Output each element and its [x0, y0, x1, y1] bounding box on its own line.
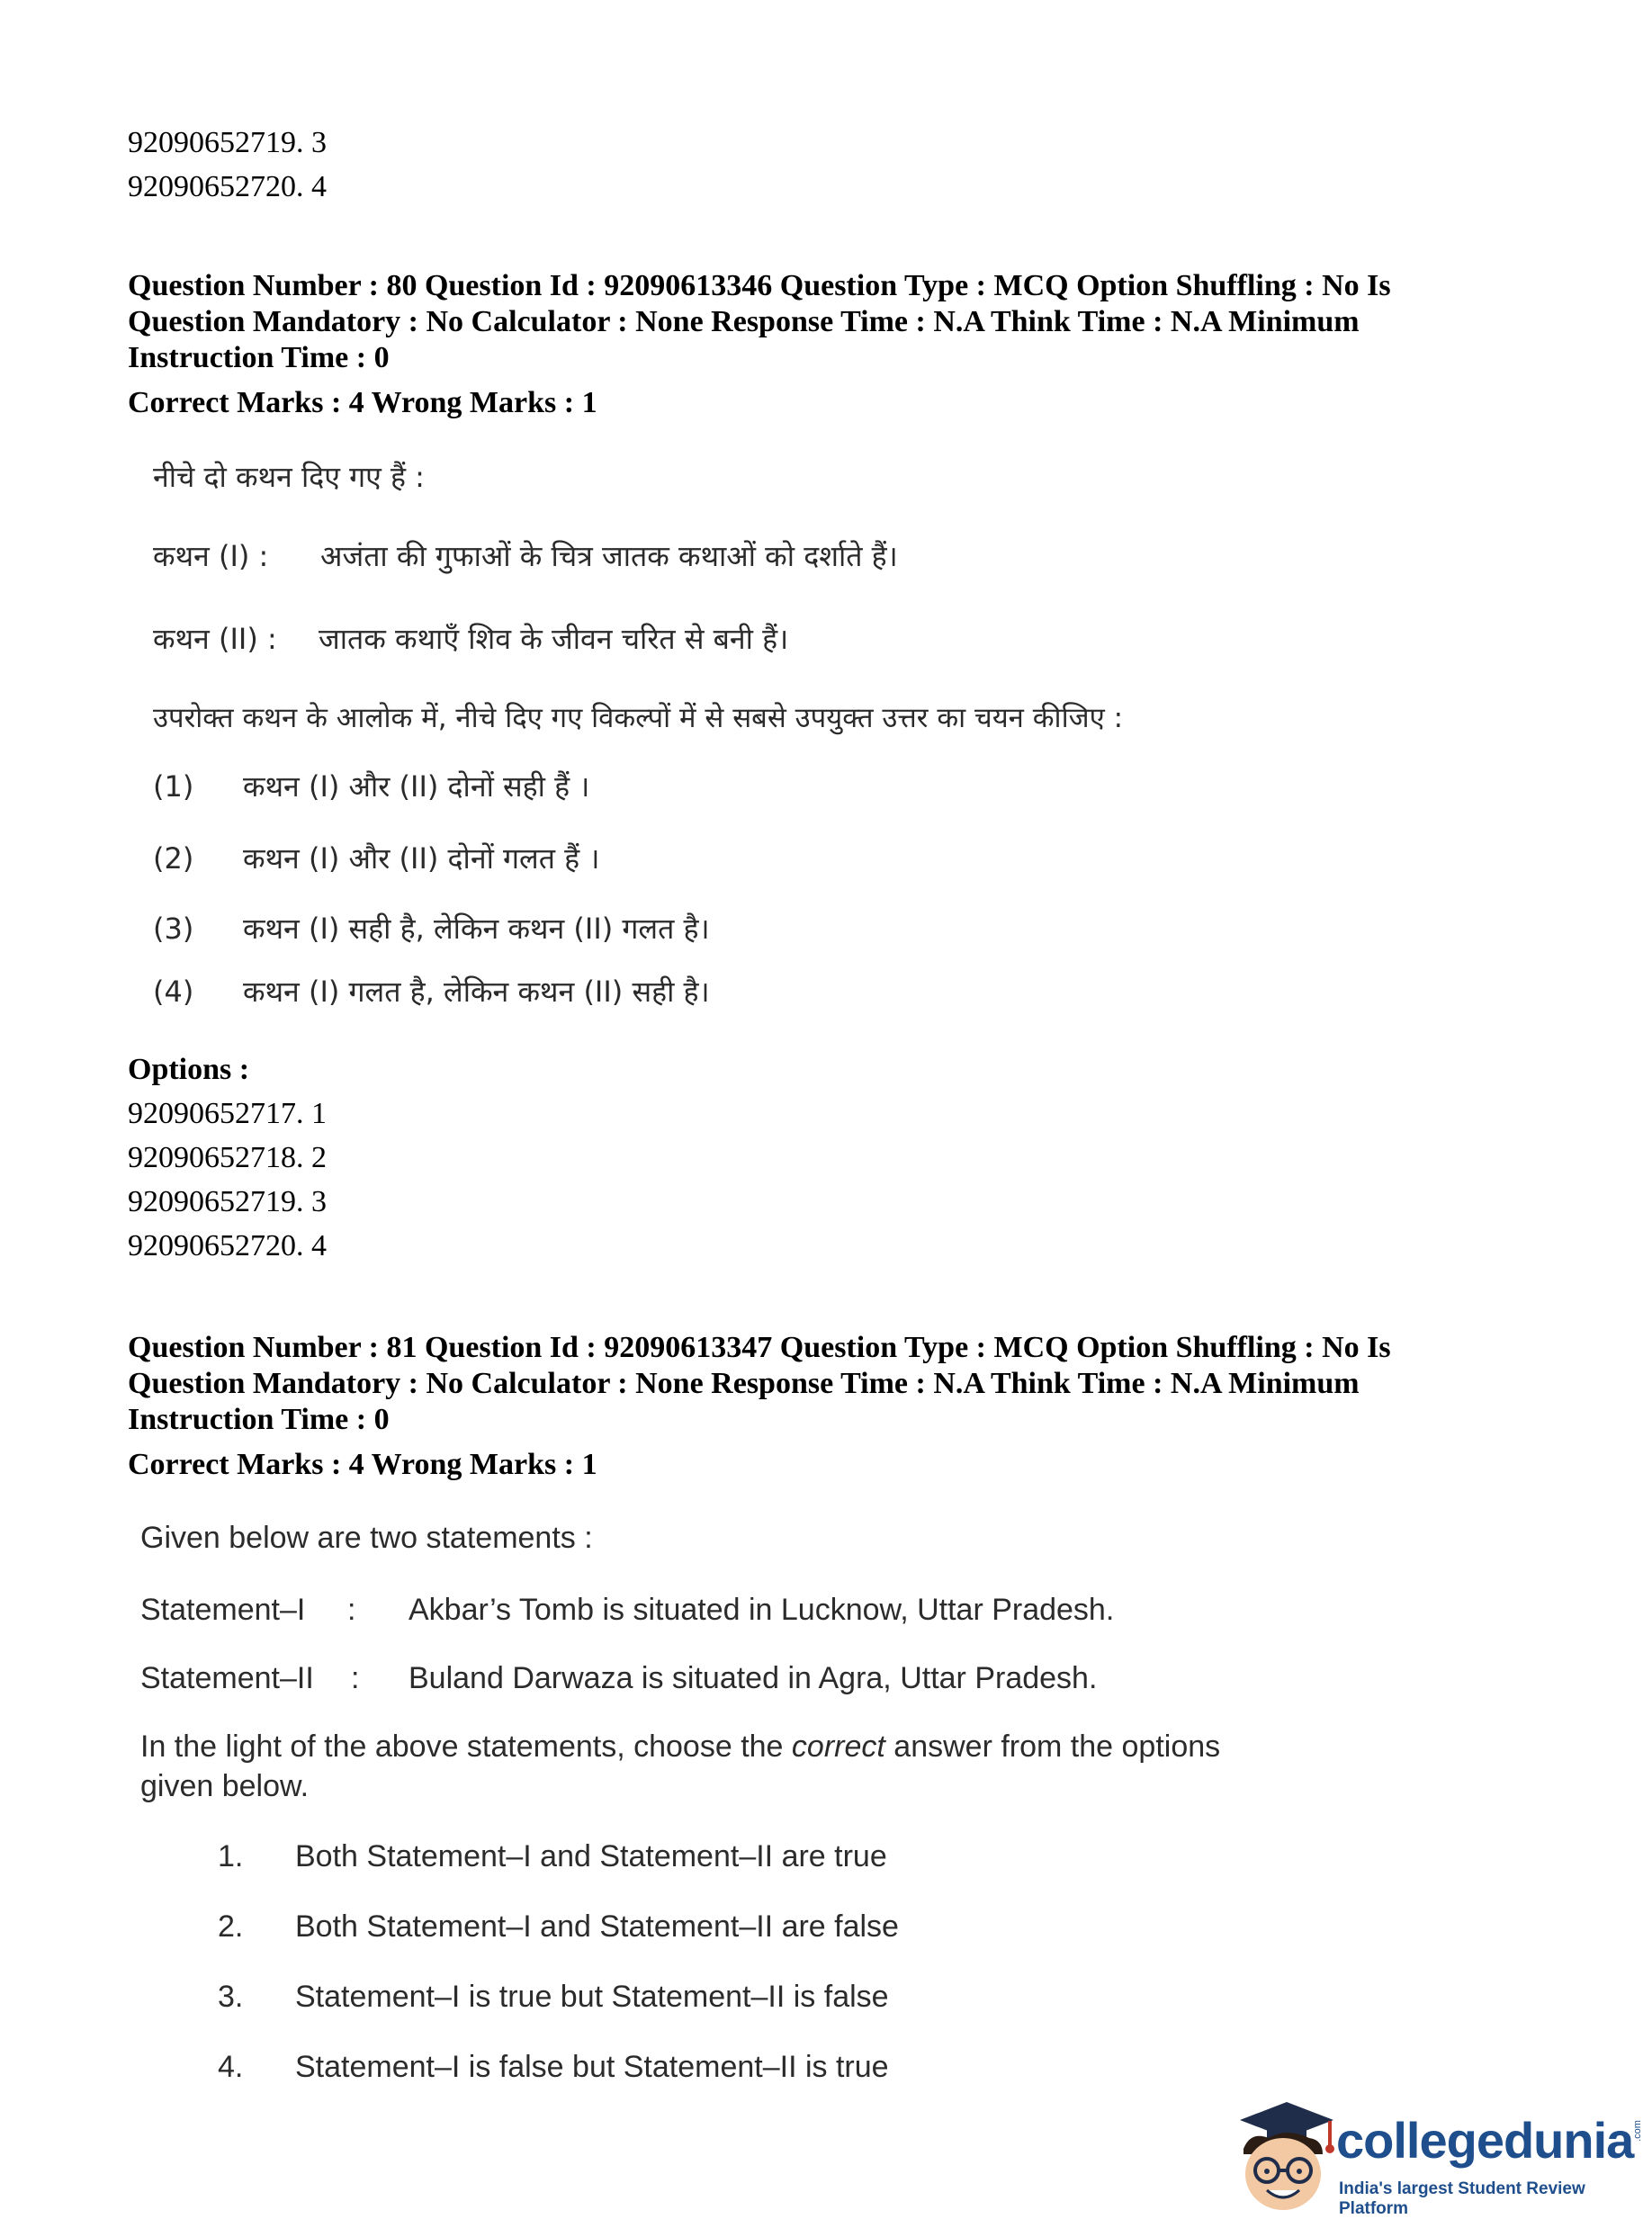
option-line: 92090652718. 2: [128, 1141, 327, 1174]
statement-text: Akbar’s Tomb is situated in Lucknow, Uttar Pradesh.: [409, 1593, 1115, 1627]
logo-suffix: .com: [1631, 2120, 1643, 2142]
instruction-line-2: given below.: [140, 1769, 310, 1803]
choice-number: (2): [153, 841, 194, 876]
choice-text: कथन (I) और (II) दोनों गलत हैं ।: [243, 841, 600, 876]
statement-label: कथन (II) :: [153, 622, 277, 656]
choice-number: (3): [153, 912, 194, 946]
choice-number: (4): [153, 975, 194, 1009]
statement-text: जातक कथाएँ शिव के जीवन चरित से बनी हैं।: [319, 622, 789, 656]
choice-number: 3.: [218, 1980, 244, 2014]
logo-tagline: India's largest Student Review Platform: [1339, 2179, 1585, 2218]
choice-number: 4.: [218, 2050, 244, 2084]
statement-label: Statement–I: [140, 1593, 306, 1627]
choice-number: 2.: [218, 1909, 244, 1944]
instruction-emphasis: correct: [791, 1729, 885, 1764]
choice-text: Statement–I is true but Statement–II is false: [295, 1980, 889, 2014]
option-line: 92090652720. 4: [128, 1229, 327, 1262]
choice-text: कथन (I) और (II) दोनों सही हैं ।: [243, 769, 590, 804]
choice-text: Statement–I is false but Statement–II is true: [295, 2050, 889, 2084]
instruction-text: In the light of the above statements, choose the: [140, 1729, 792, 1764]
instruction: उपरोक्त कथन के आलोक में, नीचे दिए गए विकल्पों में से सबसे उपयुक्त उत्तर का चयन कीजिए :: [153, 702, 1124, 734]
choice-text: कथन (I) गलत है, लेकिन कथन (II) सही है।: [243, 975, 710, 1009]
option-line: 92090652719. 3: [128, 126, 327, 159]
statement-label: कथन (I) :: [153, 539, 269, 573]
statement-text: अजंता की गुफाओं के चित्र जातक कथाओं को दर्शाते हैं।: [320, 539, 898, 573]
statement-text: Buland Darwaza is situated in Agra, Uttar Pradesh.: [409, 1661, 1098, 1695]
options-label: Options :: [128, 1053, 250, 1086]
statement-colon: :: [347, 1593, 356, 1627]
option-line: 92090652720. 4: [128, 170, 327, 203]
choice-number: (1): [153, 769, 194, 804]
marks-line: Correct Marks : 4 Wrong Marks : 1: [128, 1448, 597, 1481]
header-line: Instruction Time : 0: [128, 341, 390, 374]
choice-text: Both Statement–I and Statement–II are true: [295, 1839, 887, 1873]
option-line: 92090652717. 1: [128, 1097, 327, 1130]
marks-line: Correct Marks : 4 Wrong Marks : 1: [128, 386, 597, 419]
collegedunia-logo[interactable]: [1224, 2095, 1647, 2221]
header-line: Question Mandatory : No Calculator : None Response Time : N.A Think Time : N.A Minimum: [128, 305, 1360, 338]
statements-intro: नीचे दो कथन दिए गए हैं :: [153, 460, 425, 494]
header-line: Question Number : 81 Question Id : 92090613347 Question Type : MCQ Option Shuffling : No Is: [128, 1331, 1391, 1364]
choice-number: 1.: [218, 1839, 244, 1873]
question-81-body: [140, 0, 1400, 2228]
statement-colon: :: [351, 1661, 360, 1695]
logo-wordmark: collegedunia: [1336, 2112, 1634, 2169]
header-line: Question Mandatory : No Calculator : None Response Time : N.A Think Time : N.A Minimum: [128, 1367, 1360, 1400]
header-line: Instruction Time : 0: [128, 1403, 390, 1436]
statements-intro: Given below are two statements :: [140, 1521, 593, 1555]
choice-text: कथन (I) सही है, लेकिन कथन (II) गलत है।: [243, 912, 710, 946]
header-line: Question Number : 80 Question Id : 92090613346 Question Type : MCQ Option Shuffling : No Is: [128, 269, 1391, 302]
student-mascot-icon: [1224, 2095, 1341, 2221]
instruction-line-1: [140, 1729, 1220, 1765]
option-line: 92090652719. 3: [128, 1185, 327, 1218]
instruction-text: answer from the options: [884, 1729, 1221, 1764]
choice-text: Both Statement–I and Statement–II are false: [295, 1909, 899, 1944]
statement-label: Statement–II: [140, 1661, 314, 1695]
